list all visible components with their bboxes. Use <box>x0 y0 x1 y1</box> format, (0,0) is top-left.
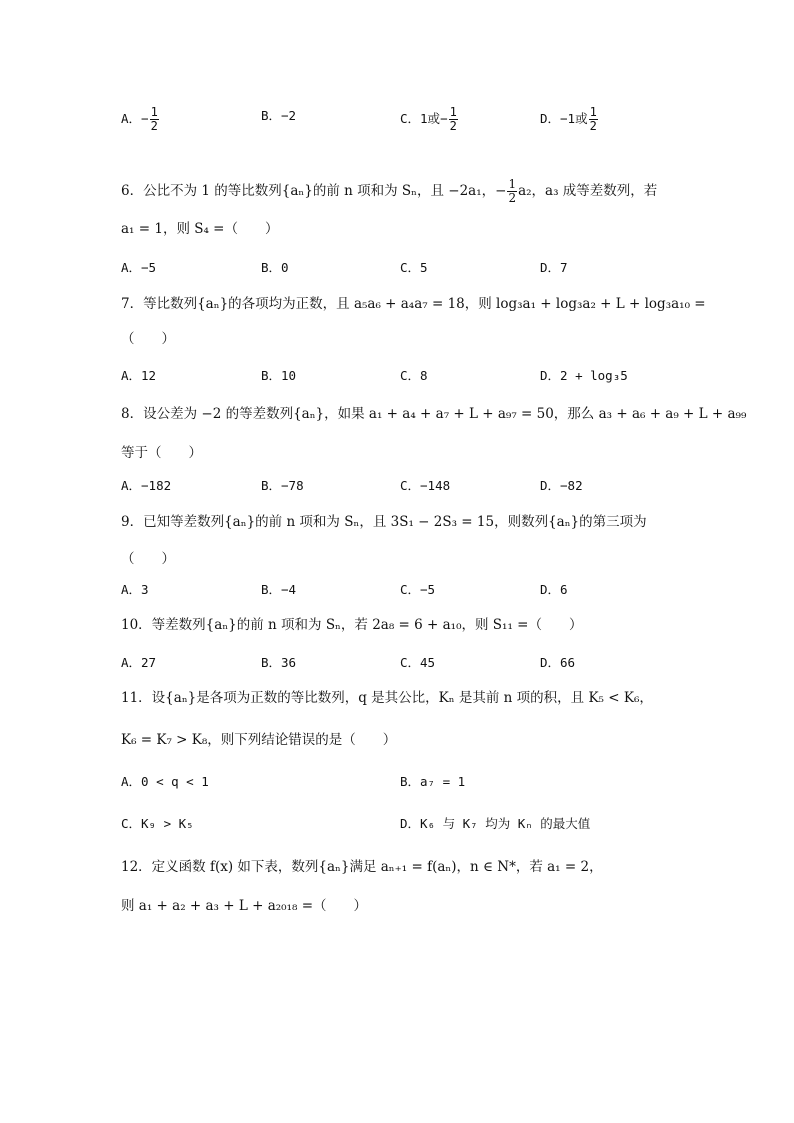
q7-option-b[interactable]: B．10 <box>261 368 297 383</box>
q5-option-d[interactable] <box>540 106 599 133</box>
q8-option-d[interactable]: D．−82 <box>540 478 583 493</box>
q6-fraction-denominator: 2 <box>508 191 517 205</box>
q5-option-c-numerator: 1 <box>449 105 457 119</box>
q7-option-c[interactable]: C．8 <box>400 368 428 383</box>
q5-option-a-denominator: 2 <box>150 119 158 133</box>
q6-fraction <box>507 178 517 205</box>
q6-stem-line2: a₁ = 1，则 S₄ =（ ） <box>121 221 279 237</box>
q5-option-a-fraction <box>150 106 159 133</box>
q9-option-a[interactable]: A．3 <box>121 582 149 597</box>
q6-fraction-sign: − <box>495 183 507 199</box>
q5-option-d-fraction <box>589 106 598 133</box>
q6-option-a[interactable]: A．−5 <box>121 260 157 275</box>
q6-fraction-numerator: 1 <box>508 177 517 191</box>
q5-option-c-label: C．1或 <box>400 111 441 126</box>
q12-stem-line2: 则 a₁ + a₂ + a₃ + L + a₂₀₁₈ =（ ） <box>121 898 368 914</box>
q11-option-c[interactable]: C．K₉ > K₅ <box>121 816 194 831</box>
q5-option-c-fraction <box>449 106 458 133</box>
q11-option-b[interactable]: B．a₇ = 1 <box>400 774 466 789</box>
q5-option-a-label: A． <box>121 111 142 126</box>
q6-option-b[interactable]: B．0 <box>261 260 289 275</box>
q5-option-c-sign: − <box>440 111 448 126</box>
q8-stem-line1: 8．设公差为 −2 的等差数列{aₙ}，如果 a₁ + a₄ + a₇ + L + a₉₇ = 50，那么 a₃ + a₆ + a₉ + L + a₉₉ <box>121 406 747 422</box>
q5-option-c[interactable] <box>400 106 459 133</box>
q9-stem-line1: 9．已知等差数列{aₙ}的前 n 项和为 Sₙ，且 3S₁ − 2S₃ = 15，则数列{aₙ}的第三项为 <box>121 514 647 530</box>
q5-option-a-sign: − <box>141 111 149 126</box>
q12-stem-line1: 12．定义函数 f(x) 如下表，数列{aₙ}满足 aₙ₊₁ = f(aₙ)，n ∈ N*，若 a₁ = 2， <box>121 859 603 875</box>
q10-option-d[interactable]: D．66 <box>540 655 576 670</box>
q7-stem-line1: 7．等比数列{aₙ}的各项均为正数，且 a₅a₆ + a₄a₇ = 18，则 log₃a₁ + log₃a₂ + L + log₃a₁₀ = <box>121 296 706 312</box>
q5-option-a-numerator: 1 <box>150 105 158 119</box>
q8-option-b[interactable]: B．−78 <box>261 478 304 493</box>
q8-option-a[interactable]: A．−182 <box>121 478 172 493</box>
q11-stem-line2: K₆ = K₇ > K₈，则下列结论错误的是（ ） <box>121 732 397 748</box>
q11-option-a[interactable]: A．0 < q < 1 <box>121 774 209 789</box>
q6-option-d[interactable]: D．7 <box>540 260 568 275</box>
q7-stem-line2: （ ） <box>121 331 175 347</box>
q8-stem-line2: 等于（ ） <box>121 445 202 461</box>
q9-option-b[interactable]: B．−4 <box>261 582 297 597</box>
q5-option-a[interactable] <box>121 106 160 133</box>
q9-option-d[interactable]: D．6 <box>540 582 568 597</box>
q5-option-d-numerator: 1 <box>589 105 597 119</box>
q9-option-c[interactable]: C．−5 <box>400 582 436 597</box>
q10-stem-line1: 10．等差数列{aₙ}的前 n 项和为 Sₙ，若 2a₈ = 6 + a₁₀，则 S₁₁ =（ ） <box>121 617 583 633</box>
q6-stem-part2: a₂，a₃ 成等差数列，若 <box>518 183 658 199</box>
q7-option-d[interactable]: D．2 + log₃5 <box>540 368 628 383</box>
q10-option-c[interactable]: C．45 <box>400 655 436 670</box>
q7-option-a[interactable]: A．12 <box>121 368 157 383</box>
q5-option-c-denominator: 2 <box>449 119 457 133</box>
q10-option-a[interactable]: A．27 <box>121 655 157 670</box>
q6-stem-part1: 6．公比不为 1 的等比数列{aₙ}的前 n 项和为 Sₙ，且 −2a₁， <box>121 183 496 199</box>
q6-stem-line1 <box>121 178 657 205</box>
q5-option-d-denominator: 2 <box>589 119 597 133</box>
q11-option-d[interactable]: D．K₆ 与 K₇ 均为 Kₙ 的最大值 <box>400 816 591 831</box>
q5-option-b[interactable]: B．−2 <box>261 108 297 123</box>
q6-option-c[interactable]: C．5 <box>400 260 428 275</box>
q9-stem-line2: （ ） <box>121 551 175 567</box>
q10-option-b[interactable]: B．36 <box>261 655 297 670</box>
q5-option-d-label: D．−1或 <box>540 111 588 126</box>
q8-option-c[interactable]: C．−148 <box>400 478 451 493</box>
q11-stem-line1: 11．设{aₙ}是各项为正数的等比数列，q 是其公比，Kₙ 是其前 n 项的积，且 K₅ < K₆， <box>121 690 653 706</box>
